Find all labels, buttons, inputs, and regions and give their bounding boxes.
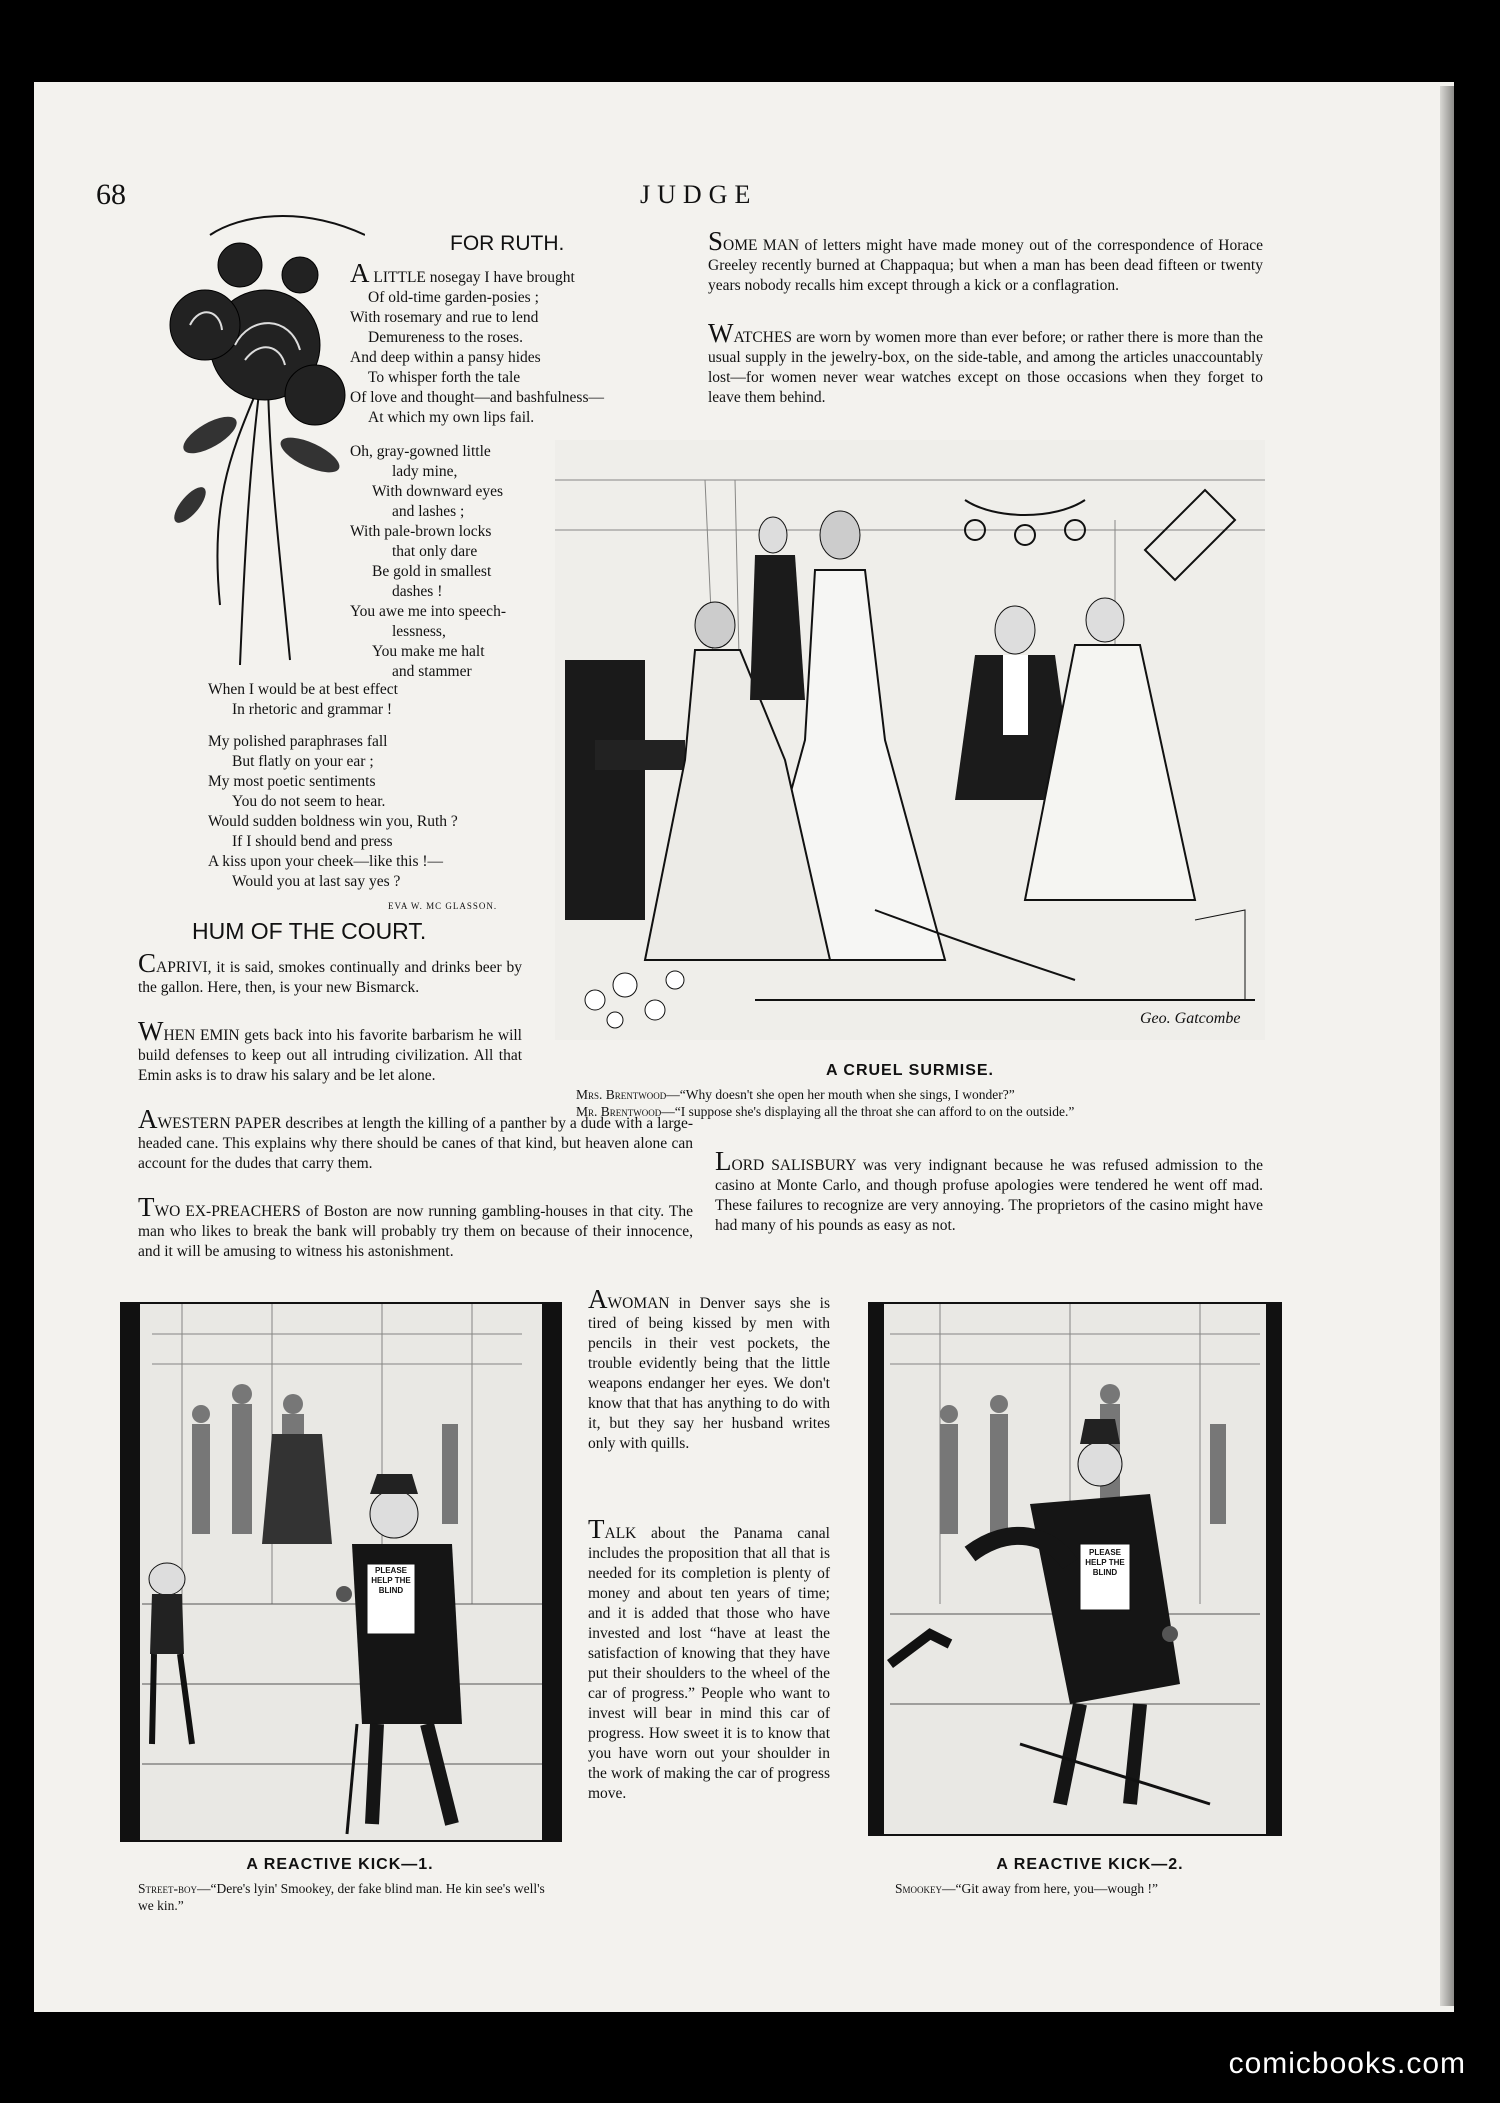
drop-cap: T [138, 1192, 155, 1222]
page-number: 68 [96, 178, 126, 211]
masthead-title: JUDGE [640, 180, 758, 209]
poem-line: My most poetic sentiments [208, 773, 376, 790]
cruel-surmise-caption: A CRUEL SURMISE. [825, 1062, 994, 1079]
page-edge-shadow [1440, 86, 1454, 2006]
poem-line: You make me halt [372, 643, 485, 660]
paragraph-text: WO EX-PREACHERS of Boston are now running gambling-houses in that city. The man who likes to break the bank will probably try them on because of their innocence, and it will be amusing to witness his astonishment. [138, 1203, 693, 1260]
paragraph-text: ATCHES are worn by women more than ever before; or rather there is more than the usual supply in the jewelry-box, on the side-table, and among the articles unaccountably lost—for women never wear watches except on those occasions when they forget to leave them behind. [708, 329, 1263, 406]
poem-line: To whisper forth the tale [368, 369, 521, 386]
paragraph-text: OME MAN of letters might have made money out of the correspondence of Horace Greeley recently burned at Chappaqua; but when a man has been dead fifteen or twenty years nobody recalls him except through a kick or a conflagration. [708, 237, 1263, 294]
poem-line: lessness, [392, 623, 446, 640]
speaker-name: Mr. Brentwood [576, 1104, 662, 1119]
artist-signature: Geo. Gatcombe [1140, 1010, 1241, 1027]
reactive-kick-1-caption: A REACTIVE KICK—1. [246, 1856, 434, 1873]
poem-line: Oh, gray-gowned little [350, 443, 491, 460]
watches-paragraph [708, 318, 1263, 408]
panama-canal-paragraph [588, 1514, 830, 1804]
poem-stanza-3 [208, 680, 458, 892]
site-watermark: comicbooks.com [1228, 2047, 1466, 2080]
poem-line: At which my own lips fail. [368, 409, 535, 426]
poem-line: With rosemary and rue to lend [350, 309, 539, 326]
poem-line: dashes ! [392, 583, 443, 600]
reactive-kick-2-caption: A REACTIVE KICK—2. [996, 1856, 1184, 1873]
help-the-blind-sign: PLEASE HELP THE BLIND [1085, 1548, 1125, 1577]
drop-cap: W [138, 1016, 164, 1046]
poem-line: Of love and thought—and bashfulness— [350, 389, 604, 406]
dialogue-text: —“I suppose she's displaying all the throat she can afford to on the outside.” [661, 1104, 1075, 1119]
hum-item-emin [138, 1016, 522, 1086]
speaker-name: Street-boy [138, 1881, 197, 1896]
reactive-kick-1-illustration [120, 1302, 562, 1842]
reactive-kick-2-illustration [868, 1302, 1282, 1836]
reactive-kick-1-dialogue [138, 1880, 558, 1914]
drop-cap: W [708, 318, 734, 348]
poem-line: My polished paraphrases fall [208, 733, 388, 750]
dialogue-text: —“Git away from here, you—wough !” [942, 1881, 1158, 1896]
drop-cap: S [708, 226, 724, 256]
poem-line: If I should bend and press [232, 833, 393, 850]
poem-stanza-1 [350, 258, 604, 428]
poem-line: With pale-brown locks [350, 523, 492, 540]
paragraph-text: WOMAN in Denver says she is tired of being kissed by men with pencils in their vest pockets, the trouble evidently being that the little weapons endanger her eyes. We don't know that that has anything to do with it, but they say her husband writes only with quills. [588, 1295, 830, 1452]
poem-line: Of old-time garden-posies ; [368, 289, 539, 306]
poem-line: lady mine, [392, 463, 458, 480]
reactive-kick-2-dialogue [895, 1880, 1295, 1897]
paragraph-text: WESTERN PAPER describes at length the killing of a panther by a dude with a large-headed cane. This explains why there should be canes of that kind, but heaven alone can account for the dudes that carry them. [138, 1115, 693, 1172]
poem-line: LITTLE nosegay I have brought [373, 269, 575, 286]
parlor-scene-illustration [555, 440, 1265, 1040]
help-the-blind-sign: PLEASE HELP THE BLIND [371, 1566, 411, 1595]
poem-line: And deep within a pansy hides [350, 349, 541, 366]
poem-line: and lashes ; [392, 503, 465, 520]
drop-cap: A [588, 1284, 608, 1314]
salisbury-paragraph [715, 1146, 1263, 1236]
drop-cap: L [715, 1146, 732, 1176]
poem-line: Be gold in smallest [372, 563, 492, 580]
poem-line: With downward eyes [372, 483, 504, 500]
paragraph-text: APRIVI, it is said, smokes continually and drinks beer by the gallon. Here, then, is your new Bismarck. [138, 959, 522, 996]
speaker-name: Smookey [895, 1881, 943, 1896]
drop-cap: A [138, 1104, 158, 1134]
rose-bouquet-illustration [150, 205, 365, 675]
poem-stanza-2 [350, 442, 506, 682]
poem-line: But flatly on your ear ; [232, 753, 374, 770]
hum-item-caprivi [138, 948, 522, 998]
poem-author: EVA W. MC GLASSON. [388, 901, 498, 911]
paragraph-text: ORD SALISBURY was very indignant because he was refused admission to the casino at Monte Carlo, and though profuse apologies were tendered he went off mad. These failures to recognize are very annoying. The proprietors of the casino might have had many of his pounds as easy as not. [715, 1157, 1263, 1234]
paragraph-text: HEN EMIN gets back into his favorite barbarism he will build defenses to keep out all intruding civilization. All that Emin asks is to draw his salary and be let alone. [138, 1027, 522, 1084]
denver-woman-paragraph [588, 1284, 830, 1454]
poem-line: Would you at last say yes ? [232, 873, 401, 890]
greeley-paragraph [708, 226, 1263, 296]
poem-line: that only dare [392, 543, 478, 560]
poem-line: Would sudden boldness win you, Ruth ? [208, 813, 458, 830]
poem-line: You awe me into speech- [350, 603, 506, 620]
poem-line: A kiss upon your cheek—like this !— [208, 853, 444, 870]
poem-line: You do not seem to hear. [232, 793, 386, 810]
dialogue-text: —“Dere's lyin' Smookey, der fake blind man. He kin see's well's we kin.” [138, 1881, 545, 1913]
drop-cap: C [138, 948, 157, 978]
hum-of-court-title: HUM OF THE COURT. [192, 918, 427, 944]
poem-line: When I would be at best effect [208, 681, 398, 698]
drop-cap: A [350, 258, 370, 288]
speaker-name: Mrs. Brentwood [576, 1087, 667, 1102]
hum-item-western-paper [138, 1104, 693, 1174]
poem-line: Demureness to the roses. [368, 329, 523, 346]
drop-cap: T [588, 1514, 605, 1544]
hum-item-ex-preachers [138, 1192, 693, 1262]
poem-line: In rhetoric and grammar ! [232, 701, 393, 718]
dialogue-text: —“Why doesn't she open her mouth when she sings, I wonder?” [666, 1087, 1015, 1102]
poem-line: and stammer [392, 663, 472, 680]
poem-title: FOR RUTH. [450, 232, 565, 255]
paragraph-text: ALK about the Panama canal includes the proposition that all that is needed for its completion is plenty of money and about ten years of time; and it is added that those who have invested and lost “have at least the satisfaction of knowing that they have put their shoulders to the wheel of the car of progress.” People who want to invest will bear in mind this car of progress. How sweet it is to know that you have worn out your shoulder in the work of making the car of progress move. [588, 1525, 830, 1802]
